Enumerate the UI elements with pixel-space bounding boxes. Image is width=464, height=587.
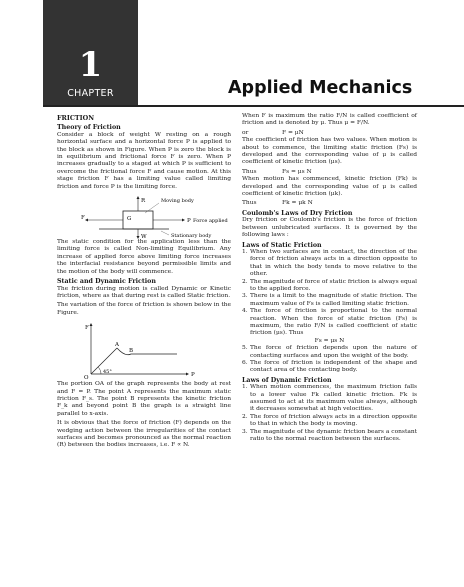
- list-number: 2.: [242, 413, 248, 420]
- equation: Fs = μs N: [314, 337, 345, 344]
- paragraph: Dry friction or Coulomb's friction is the force of friction between unlubricated surfaces. It is governed by the following laws :: [242, 217, 417, 239]
- graph-label-B: B: [129, 348, 134, 355]
- list-text: The magnitude of the dynamic friction bears a constant ratio to the normal reaction between the surfaces.: [250, 428, 417, 443]
- list-item: [242, 384, 417, 414]
- list-number: 6.: [242, 360, 248, 366]
- list-item: [242, 308, 417, 338]
- heading-static-dynamic: Static and Dynamic Friction: [57, 278, 156, 286]
- friction-graph: [57, 319, 231, 381]
- chapter-number: 1: [78, 45, 103, 85]
- equation: F = μN: [282, 129, 304, 136]
- equation-line: [242, 130, 417, 137]
- list-item: [242, 360, 417, 375]
- list-text: The force of friction is proportional to the normal reaction. When the force of static friction (Fs) is maximum, the ratio F/N is called coefficient of static friction (μs). Thus: [250, 308, 417, 337]
- paragraph: It is obvious that the force of friction (F) depends on the wedging action between the irregularities of the contact surfaces and becomes pronounced as the normal reaction (R) between the bodies increases, i.e. F ∝ N.: [57, 420, 231, 449]
- graph-label-F: F: [85, 325, 89, 332]
- equation: Fs = μs N: [282, 168, 312, 175]
- list-text: The force of friction is independent of the shape and contact area of the contacting body.: [250, 360, 417, 374]
- fig-label-P: P: [187, 218, 191, 225]
- list-text: The magnitude of force of static friction is always equal to the applied force.: [250, 278, 417, 292]
- list-item: [242, 345, 417, 360]
- heading-friction: FRICTION: [57, 114, 95, 122]
- paragraph: When motion has commenced, kinetic friction (Fk) is developed and the corresponding value of μ is called coefficient of kinetic friction (μk).: [242, 176, 417, 198]
- chapter-label: CHAPTER: [67, 88, 114, 99]
- header-rule: [43, 105, 464, 107]
- list-number: 5.: [242, 345, 248, 352]
- list-text: When two surfaces are in contact, the direction of the force of friction always acts in a direction opposite to that in which the body tends to move relative to the other.: [250, 248, 417, 278]
- fig-label-G: G: [127, 216, 132, 223]
- fig-label-W: W: [141, 234, 147, 240]
- equation: Fk = μk N: [282, 200, 313, 207]
- fig-label-moving: Moving body: [161, 198, 194, 205]
- paragraph: The portion OA of the graph represents the body at rest and F = P. The point A represents the maximum static friction F_s. The point B represents the kinetic friction F_k and beyond point B the graph is a straight line parallel to x-axis.: [57, 381, 231, 417]
- list-text: The force of friction depends upon the nature of contacting surfaces and upon the weight of the body.: [250, 345, 417, 359]
- list-item: [242, 293, 417, 308]
- equation-line: [242, 200, 417, 207]
- fig-label-F: F: [81, 215, 85, 222]
- list-number: 3.: [242, 293, 248, 300]
- paragraph: The variation of the force of friction is shown below in the Figure.: [57, 302, 231, 316]
- list-number: 4.: [242, 308, 248, 315]
- fig-label-R: R: [141, 198, 146, 205]
- list-item: [242, 279, 417, 294]
- graph-label-A: A: [115, 342, 119, 349]
- list-text: There is a limit to the magnitude of static friction. The maximum value of Fs is called limiting static friction.: [250, 293, 417, 307]
- graph-label-O: O: [84, 375, 89, 382]
- equation-prefix: Thus: [242, 200, 257, 207]
- paragraph: The static condition for the application less than the limiting force is called Non-limiting Equilibrium. Any increase of applied force above limiting force increases the interfacial resistance beyond permissible limits and the motion of the body will commence.: [57, 239, 231, 275]
- heading-theory: Theory of Friction: [57, 124, 121, 132]
- list-number: 2.: [242, 278, 248, 285]
- paragraph: The friction during motion is called Dynamic or Kinetic friction, where as that during rest is called Static friction.: [57, 285, 231, 299]
- equation-prefix: Thus: [242, 168, 257, 175]
- left-column: [57, 113, 231, 452]
- list-item: [242, 414, 417, 429]
- graph-label-P: P: [191, 372, 195, 379]
- list-item: [242, 429, 417, 444]
- equation-prefix: or: [242, 129, 249, 136]
- list-text: When motion commences, the maximum friction falls to a lower value Fk called kinetic friction. Fk is assumed to act at its maximum value always, although it decreases somewhat at high velocities.: [250, 384, 417, 413]
- right-column: [242, 113, 417, 443]
- block-figure: [57, 193, 231, 239]
- paragraph: Consider a block of weight W resting on a rough horizontal surface and a horizontal force P is applied to the block as shown in Figure. When P is zero the block is in equilibrium and frictional force F is zero. When P increases gradually to a staged at which P is sufficient to overcome the frictional force F and cause motion. At this stage friction F has a limiting value called limiting friction and force P is the limiting force.: [57, 131, 231, 190]
- page-title: Applied Mechanics: [228, 78, 413, 98]
- heading-static-laws: Laws of Static Friction: [242, 241, 322, 249]
- list-item: [242, 249, 417, 279]
- graph-label-angle: 45°: [103, 369, 112, 376]
- fig-label-stationary: Stationary body: [171, 233, 212, 240]
- list-number: 3.: [242, 428, 248, 435]
- fig-label-force: Force applied: [193, 218, 228, 225]
- list-text: The force of friction always acts in a direction opposite to that in which the body is moving.: [250, 413, 417, 428]
- paragraph: The coefficient of friction has two values. When motion is about to commence, the limiting static friction (Fs) is developed and the corresponding value of μ is called coefficient of kinetic friction (μs).: [242, 137, 417, 166]
- list-number: 1.: [242, 384, 248, 391]
- paragraph: When F is maximum the ratio F/N is called coefficient of friction and is denoted by μ. Thus μ = F/N.: [242, 113, 417, 127]
- chapter-box: [43, 0, 138, 105]
- heading-dynamic-laws: Laws of Dynamic Friction: [242, 376, 332, 384]
- heading-coulomb: Coulomb's Laws of Dry Friction: [242, 209, 353, 217]
- list-number: 1.: [242, 248, 248, 255]
